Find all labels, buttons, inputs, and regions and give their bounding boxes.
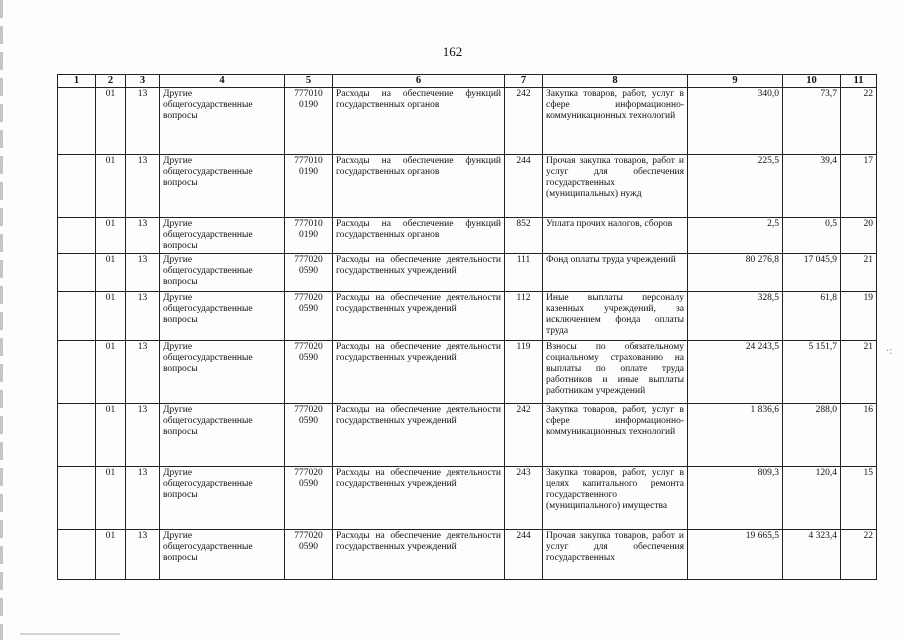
cell-section: 01 xyxy=(96,404,126,467)
column-header: 8 xyxy=(543,75,688,88)
cell-section: 01 xyxy=(96,155,126,218)
cell-target-name: Расходы на обеспечение функций государственных органов xyxy=(333,88,505,155)
cell-target-name: Расходы на обеспечение деятельности государственных учреждений xyxy=(333,404,505,467)
cell-expense-name: Прочая закупка товаров, работ и услуг для обеспечения государственных xyxy=(543,530,688,580)
cell-expense-name: Закупка товаров, работ, услуг в сфере информационно-коммуникационных технологий xyxy=(543,88,688,155)
cell-section: 01 xyxy=(96,530,126,580)
cell-section-name: Другие общегосударственные вопросы xyxy=(160,341,285,404)
cell-amount-actual: 17 045,9 xyxy=(783,254,841,292)
cell-col1 xyxy=(58,88,96,155)
cell-amount-plan: 1 836,6 xyxy=(688,404,783,467)
cell-target-code: 777020 0590 xyxy=(285,292,333,341)
cell-subsection: 13 xyxy=(126,530,160,580)
cell-subsection: 13 xyxy=(126,254,160,292)
cell-percent: 22 xyxy=(841,88,877,155)
scan-left-edge xyxy=(0,0,3,640)
cell-target-code: 777010 0190 xyxy=(285,155,333,218)
table-row xyxy=(58,404,877,467)
cell-expense-name: Иные выплаты персоналу казенных учреждений, за исключением фонда оплаты труда xyxy=(543,292,688,341)
cell-col1 xyxy=(58,218,96,254)
cell-amount-plan: 24 243,5 xyxy=(688,341,783,404)
cell-target-name: Расходы на обеспечение деятельности государственных учреждений xyxy=(333,467,505,530)
cell-section-name: Другие общегосударственные вопросы xyxy=(160,404,285,467)
cell-target-name: Расходы на обеспечение деятельности государственных учреждений xyxy=(333,341,505,404)
cell-percent: 22 xyxy=(841,530,877,580)
cell-expense-name: Закупка товаров, работ, услуг в сфере информационно-коммуникационных технологий xyxy=(543,404,688,467)
cell-expense-type: 242 xyxy=(505,88,543,155)
cell-col1 xyxy=(58,292,96,341)
cell-subsection: 13 xyxy=(126,155,160,218)
cell-col1 xyxy=(58,404,96,467)
scan-bottom-mark xyxy=(20,633,120,635)
cell-percent: 21 xyxy=(841,254,877,292)
cell-expense-type: 244 xyxy=(505,155,543,218)
column-header: 5 xyxy=(285,75,333,88)
cell-amount-actual: 5 151,7 xyxy=(783,341,841,404)
cell-target-name: Расходы на обеспечение деятельности государственных учреждений xyxy=(333,530,505,580)
cell-expense-type: 242 xyxy=(505,404,543,467)
cell-amount-plan: 340,0 xyxy=(688,88,783,155)
cell-target-name: Расходы на обеспечение функций государственных органов xyxy=(333,218,505,254)
cell-expense-type: 111 xyxy=(505,254,543,292)
cell-amount-actual: 61,8 xyxy=(783,292,841,341)
cell-expense-name: Закупка товаров, работ, услуг в целях капитального ремонта государственного (муниципального) имущества xyxy=(543,467,688,530)
cell-subsection: 13 xyxy=(126,88,160,155)
cell-target-name: Расходы на обеспечение функций государственных органов xyxy=(333,155,505,218)
cell-expense-type: 243 xyxy=(505,467,543,530)
cell-amount-actual: 39,4 xyxy=(783,155,841,218)
cell-amount-actual: 120,4 xyxy=(783,467,841,530)
cell-expense-type: 244 xyxy=(505,530,543,580)
column-header: 9 xyxy=(688,75,783,88)
column-header: 4 xyxy=(160,75,285,88)
cell-percent: 21 xyxy=(841,341,877,404)
header-row xyxy=(58,75,877,88)
cell-percent: 20 xyxy=(841,218,877,254)
column-header: 11 xyxy=(841,75,877,88)
column-header: 10 xyxy=(783,75,841,88)
table-row xyxy=(58,254,877,292)
cell-subsection: 13 xyxy=(126,341,160,404)
table-row xyxy=(58,88,877,155)
cell-section: 01 xyxy=(96,341,126,404)
cell-amount-actual: 0,5 xyxy=(783,218,841,254)
cell-col1 xyxy=(58,530,96,580)
page-number: 162 xyxy=(442,44,463,59)
cell-section-name: Другие общегосударственные вопросы xyxy=(160,218,285,254)
cell-subsection: 13 xyxy=(126,467,160,530)
cell-percent: 17 xyxy=(841,155,877,218)
cell-target-name: Расходы на обеспечение деятельности государственных учреждений xyxy=(333,292,505,341)
cell-subsection: 13 xyxy=(126,404,160,467)
column-header: 1 xyxy=(58,75,96,88)
cell-section: 01 xyxy=(96,254,126,292)
cell-expense-name: Фонд оплаты труда учреждений xyxy=(543,254,688,292)
cell-amount-plan: 19 665,5 xyxy=(688,530,783,580)
cell-col1 xyxy=(58,467,96,530)
table-row xyxy=(58,467,877,530)
cell-target-code: 777010 0190 xyxy=(285,88,333,155)
column-header: 3 xyxy=(126,75,160,88)
cell-target-name: Расходы на обеспечение деятельности государственных учреждений xyxy=(333,254,505,292)
cell-subsection: 13 xyxy=(126,218,160,254)
cell-expense-name: Взносы по обязательному социальному страхованию на выплаты по оплате труда работников и иные выплаты работникам учреждений xyxy=(543,341,688,404)
cell-amount-plan: 80 276,8 xyxy=(688,254,783,292)
cell-percent: 15 xyxy=(841,467,877,530)
cell-section-name: Другие общегосударственные вопросы xyxy=(160,88,285,155)
cell-amount-actual: 4 323,4 xyxy=(783,530,841,580)
cell-target-code: 777020 0590 xyxy=(285,404,333,467)
cell-expense-type: 119 xyxy=(505,341,543,404)
cell-subsection: 13 xyxy=(126,292,160,341)
cell-section-name: Другие общегосударственные вопросы xyxy=(160,467,285,530)
cell-section: 01 xyxy=(96,292,126,341)
cell-amount-plan: 225,5 xyxy=(688,155,783,218)
cell-amount-plan: 809,3 xyxy=(688,467,783,530)
cell-amount-actual: 73,7 xyxy=(783,88,841,155)
cell-col1 xyxy=(58,254,96,292)
column-header: 7 xyxy=(505,75,543,88)
cell-amount-plan: 328,5 xyxy=(688,292,783,341)
cell-section-name: Другие общегосударственные вопросы xyxy=(160,155,285,218)
budget-table xyxy=(57,74,877,580)
cell-amount-plan: 2,5 xyxy=(688,218,783,254)
cell-section: 01 xyxy=(96,88,126,155)
cell-percent: 19 xyxy=(841,292,877,341)
cell-col1 xyxy=(58,341,96,404)
cell-target-code: 777020 0590 xyxy=(285,341,333,404)
cell-section: 01 xyxy=(96,467,126,530)
table-row xyxy=(58,155,877,218)
column-header: 6 xyxy=(333,75,505,88)
table-row xyxy=(58,341,877,404)
table-row xyxy=(58,530,877,580)
cell-target-code: 777020 0590 xyxy=(285,254,333,292)
cell-expense-name: Уплата прочих налогов, сборов xyxy=(543,218,688,254)
table-row xyxy=(58,292,877,341)
table-row xyxy=(58,218,877,254)
cell-expense-name: Прочая закупка товаров, работ и услуг для обеспечения государственных (муниципальных) нужд xyxy=(543,155,688,218)
cell-col1 xyxy=(58,155,96,218)
cell-section-name: Другие общегосударственные вопросы xyxy=(160,254,285,292)
cell-amount-actual: 288,0 xyxy=(783,404,841,467)
column-header: 2 xyxy=(96,75,126,88)
cell-section-name: Другие общегосударственные вопросы xyxy=(160,292,285,341)
cell-section-name: Другие общегосударственные вопросы xyxy=(160,530,285,580)
cell-percent: 16 xyxy=(841,404,877,467)
cell-target-code: 777010 0190 xyxy=(285,218,333,254)
cell-expense-type: 112 xyxy=(505,292,543,341)
scan-margin-mark: ·: xyxy=(886,346,893,357)
cell-section: 01 xyxy=(96,218,126,254)
cell-expense-type: 852 xyxy=(505,218,543,254)
cell-target-code: 777020 0590 xyxy=(285,530,333,580)
cell-target-code: 777020 0590 xyxy=(285,467,333,530)
